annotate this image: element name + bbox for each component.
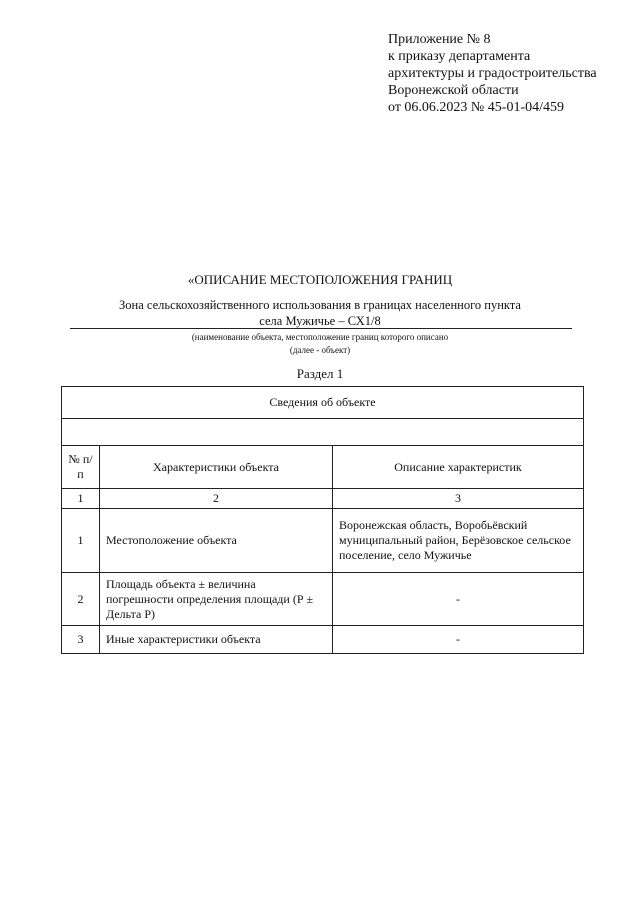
row-description: Воронежская область, Воробьёвский муниципальный район, Берёзовское сельское поселение, село Мужичье	[333, 509, 584, 573]
column-header-num: № п/п	[62, 446, 100, 489]
empty-row	[62, 419, 584, 446]
row-number: 2	[62, 573, 100, 626]
row-characteristic: Местоположение объекта	[100, 509, 333, 573]
row-description: -	[333, 573, 584, 626]
section-title: Раздел 1	[296, 366, 344, 381]
column-index: 1	[62, 489, 100, 509]
row-description: -	[333, 626, 584, 654]
appendix-block	[388, 31, 597, 116]
underline-rule	[70, 328, 572, 329]
caption-line: (далее - объект)	[289, 345, 351, 355]
zone-line: села Мужичье – СХ1/8	[259, 314, 381, 328]
object-caption	[0, 331, 640, 357]
zone-line: Зона сельскохозяйственного использования в границах населенного пункта	[119, 298, 521, 312]
table-row	[62, 509, 584, 573]
document-title: «ОПИСАНИЕ МЕСТОПОЛОЖЕНИЯ ГРАНИЦ	[187, 272, 453, 287]
caption-line: (наименование объекта, местоположение границ которого описано	[191, 332, 449, 342]
appendix-line: Воронежской области	[388, 83, 519, 98]
appendix-line: архитектуры и градостроительства	[388, 66, 597, 81]
table-row	[62, 573, 584, 626]
object-info-table	[61, 386, 584, 654]
row-number: 1	[62, 509, 100, 573]
row-characteristic: Площадь объекта ± величина погрешности определения площади (Р ± Дельта Р)	[100, 573, 333, 626]
appendix-line: от 06.06.2023 № 45-01-04/459	[388, 100, 565, 115]
column-header-description: Описание характеристик	[333, 446, 584, 489]
table-header: Сведения об объекте	[62, 387, 584, 419]
row-characteristic: Иные характеристики объекта	[100, 626, 333, 654]
column-index: 2	[100, 489, 333, 509]
table-row	[62, 626, 584, 654]
zone-name	[0, 297, 640, 329]
column-index: 3	[333, 489, 584, 509]
column-header-characteristic: Характеристики объекта	[100, 446, 333, 489]
row-number: 3	[62, 626, 100, 654]
appendix-line: Приложение № 8	[388, 32, 491, 47]
appendix-line: к приказу департамента	[388, 49, 531, 64]
